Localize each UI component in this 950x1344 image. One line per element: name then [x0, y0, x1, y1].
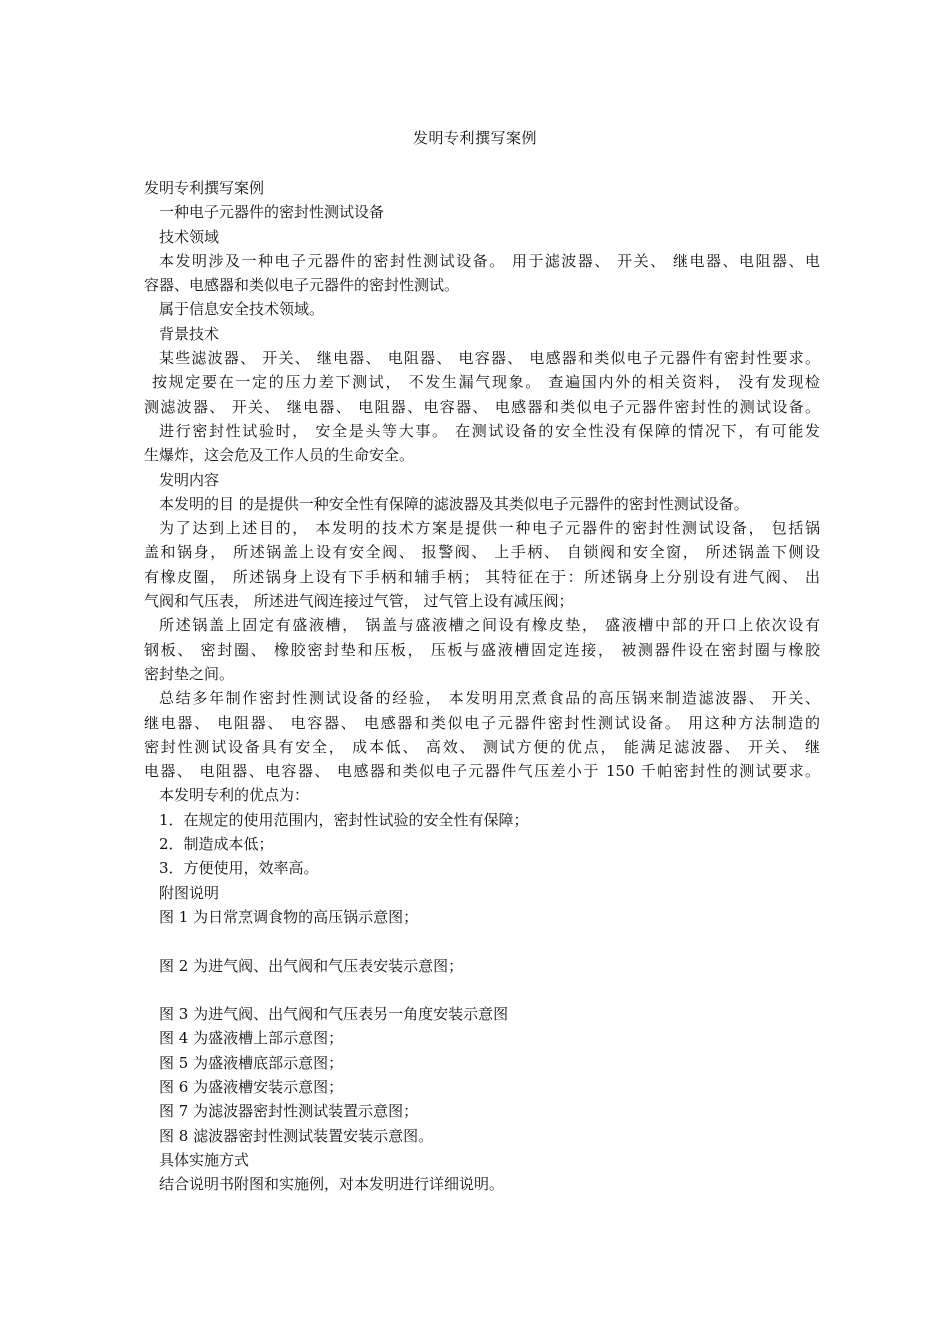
body-line: 气阀和气压表， 所述进气阀连接过气管， 过气管上设有减压阀； — [144, 592, 574, 611]
figure-caption: 图 7 为滤波器密封性测试装置示意图； — [159, 1102, 419, 1121]
section-heading-background: 背景技术 — [159, 324, 220, 343]
body-line: 总结多年制作密封性测试设备的经验， 本发明用烹煮食品的高压锅来制造滤波器、 开关、 — [159, 689, 820, 708]
blank-line — [144, 929, 820, 953]
section-heading-figures: 附图说明 — [159, 883, 220, 902]
document-title: 发明专利撰写案例 — [412, 129, 537, 147]
body-line: 本发明的目 的是提供一种安全性有保障的滤波器及其类似电子元器件的密封性测试设备。 — [159, 494, 749, 513]
blank-line — [144, 978, 820, 1002]
figure-caption: 图 6 为盛液槽安装示意图； — [159, 1077, 344, 1096]
body-line: 某些滤波器、 开关、 继电器、 电阻器、 电容器、 电感器和类似电子元器件有密封性要求。 — [159, 349, 820, 368]
figure-caption: 图 4 为盛液槽上部示意图； — [159, 1029, 344, 1048]
body-line: 电器、 电阻器、电容器、 电感器和类似电子元器件气压差小于 150 千帕密封性的测试要求。 — [144, 762, 820, 781]
body-line: 有橡皮圈， 所述锅身上设有下手柄和辅手柄； 其特征在于：所述锅身上分别设有进气阀、 出 — [144, 567, 820, 586]
figure-caption: 图 3 为进气阀、出气阀和气压表另一角度安装示意图 — [159, 1005, 509, 1024]
body-line: 密封性测试设备具有安全， 成本低、 高效、 测试方便的优点， 能满足滤波器、 开关、 继 — [144, 737, 820, 756]
body-line: 容器、电感器和类似电子元器件的密封性测试。 — [144, 276, 460, 295]
body-line: 按规定要在一定的压力差下测试， 不发生漏气现象。 查遍国内外的相关资料， 没有发现检 — [152, 373, 820, 392]
document-body — [144, 176, 820, 1196]
body-line: 结合说明书附图和实施例，对本发明进行详细说明。 — [159, 1175, 505, 1194]
body-line: 继电器、 电阻器、 电容器、 电感器和类似电子元器件密封性测试设备。 用这种方法制造的 — [144, 713, 820, 732]
body-line: 钢板、 密封圈、 橡胶密封垫和压板， 压板与盛液槽固定连接， 被测器件设在密封圈与橡胶 — [144, 640, 820, 659]
body-line: 生爆炸，这会危及工作人员的生命安全。 — [144, 446, 415, 465]
figure-caption: 图 5 为盛液槽底部示意图； — [159, 1053, 344, 1072]
body-line: 进行密封性试验时， 安全是头等大事。 在测试设备的安全性没有保障的情况下，有可能发 — [159, 421, 820, 440]
section-heading-embodiment: 具体实施方式 — [159, 1150, 250, 1169]
section-heading-technical-field: 技术领域 — [159, 227, 220, 246]
body-line: 属于信息安全技术领域。 — [159, 300, 325, 319]
body-line: 盖和锅身， 所述锅盖上设有安全阀、 报警阀、 上手柄、 自锁阀和安全窗， 所述锅盖下侧设 — [144, 543, 820, 562]
advantage-item: 1．在规定的使用范围内，密封性试验的安全性有保障； — [159, 810, 529, 829]
figure-caption: 图 1 为日常烹调食物的高压锅示意图； — [159, 907, 419, 926]
section-heading-content: 发明内容 — [159, 470, 220, 489]
body-line: 密封垫之间。 — [144, 664, 235, 683]
body-line: 测滤波器、 开关、 继电器、 电阻器、电容器、 电感器和类似电子元器件密封性的测试设备。 — [144, 397, 820, 416]
figure-caption: 图 2 为进气阀、出气阀和气压表安装示意图； — [159, 956, 464, 975]
body-line: 为了达到上述目的， 本发明的技术方案是提供一种电子元器件的密封性测试设备， 包括锅 — [159, 519, 820, 538]
body-line: 本发明涉及一种电子元器件的密封性测试设备。 用于滤波器、 开关、 继电器、电阻器、电 — [159, 251, 820, 270]
figure-caption: 图 8 滤波器密封性测试装置安装示意图。 — [159, 1126, 434, 1145]
body-line-invention-name: 一种电子元器件的密封性测试设备 — [159, 203, 385, 222]
body-line: 所述锅盖上固定有盛液槽， 锅盖与盛液槽之间设有橡皮垫， 盛液槽中部的开口上依次设有 — [159, 616, 820, 635]
body-line-heading: 发明专利撰写案例 — [144, 179, 265, 197]
body-line: 本发明专利的优点为： — [159, 786, 310, 805]
advantage-item: 3．方便使用，效率高。 — [159, 859, 319, 878]
advantage-item: 2．制造成本低； — [159, 835, 274, 854]
